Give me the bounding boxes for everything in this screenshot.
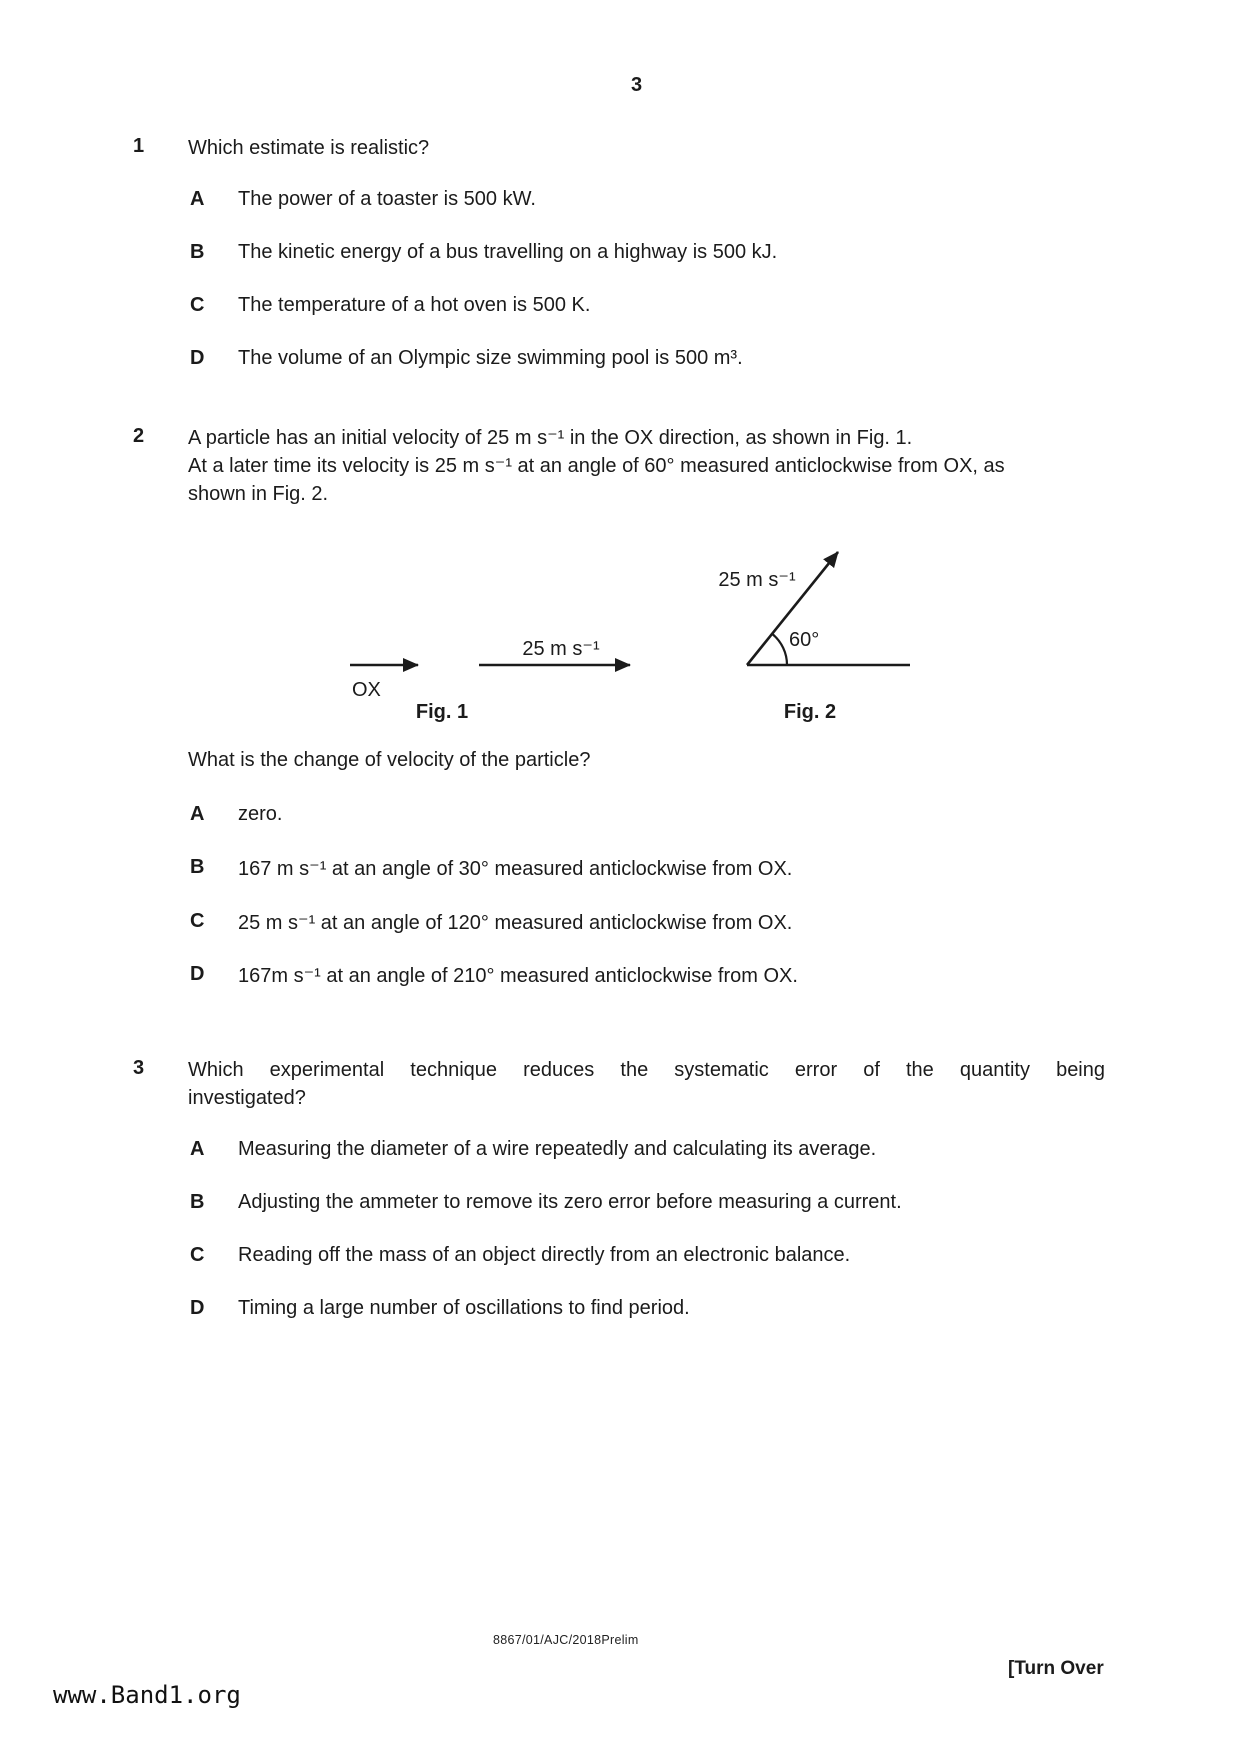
- q1-option-d-text: The volume of an Olympic size swimming pool is 500 m³.: [238, 347, 743, 369]
- q2-option-a-letter: A: [190, 803, 205, 825]
- fig1-velocity-label: 25 m s⁻¹: [522, 638, 600, 660]
- page-number: 3: [631, 74, 643, 96]
- q2-option-a-text: zero.: [238, 803, 283, 825]
- q1-option-a-text: The power of a toaster is 500 kW.: [238, 188, 536, 210]
- q1-option-c-text: The temperature of a hot oven is 500 K.: [238, 294, 591, 316]
- fig1-caption: Fig. 1: [415, 701, 469, 723]
- website-watermark: www.Band1.org: [53, 1681, 241, 1709]
- q1-option-c-letter: C: [190, 294, 205, 316]
- q2-option-c-letter: C: [190, 910, 205, 932]
- q1-option-a-letter: A: [190, 188, 205, 210]
- question-2-sub-question: What is the change of velocity of the particle?: [188, 749, 591, 771]
- question-2-line-1: A particle has an initial velocity of 25 m s⁻¹ in the OX direction, as shown in Fig. 1.: [188, 427, 913, 449]
- paper-code: 8867/01/AJC/2018Prelim: [493, 1633, 639, 1647]
- q3-option-a-text: Measuring the diameter of a wire repeatedly and calculating its average.: [238, 1138, 877, 1160]
- q3-option-b-text: Adjusting the ammeter to remove its zero error before measuring a current.: [238, 1191, 902, 1213]
- q1-option-b-letter: B: [190, 241, 205, 263]
- q2-option-d-text: 167m s⁻¹ at an angle of 210° measured anticlockwise from OX.: [238, 965, 798, 987]
- angle-arc: [772, 634, 787, 665]
- fig2-caption: Fig. 2: [783, 701, 837, 723]
- q3-option-a-letter: A: [190, 1138, 205, 1160]
- turn-over-label: [Turn Over: [1008, 1658, 1104, 1679]
- question-2-line-3: shown in Fig. 2.: [188, 483, 329, 505]
- q3-option-b-letter: B: [190, 1191, 205, 1213]
- q2-option-d-letter: D: [190, 963, 205, 985]
- question-1-text: Which estimate is realistic?: [188, 137, 430, 159]
- question-3-number: 3: [133, 1057, 145, 1079]
- q2-option-b-text: 167 m s⁻¹ at an angle of 30° measured anticlockwise from OX.: [238, 858, 793, 880]
- q3-option-c-text: Reading off the mass of an object directly from an electronic balance.: [238, 1244, 851, 1266]
- question-2-number: 2: [133, 425, 145, 447]
- fig2-velocity-label: 25 m s⁻¹: [718, 569, 796, 591]
- q3-option-d-letter: D: [190, 1297, 205, 1319]
- q1-option-b-text: The kinetic energy of a bus travelling on a highway is 500 kJ.: [238, 241, 778, 263]
- angle-label: 60°: [789, 629, 820, 651]
- q2-option-c-text: 25 m s⁻¹ at an angle of 120° measured anticlockwise from OX.: [238, 912, 793, 934]
- question-1-number: 1: [133, 135, 145, 157]
- q3-option-c-letter: C: [190, 1244, 205, 1266]
- question-3-line-1: Which experimental technique reduces the systematic error of the quantity being: [188, 1059, 1105, 1081]
- velocity-figure: [300, 520, 960, 735]
- q2-option-b-letter: B: [190, 856, 205, 878]
- question-2-line-2: At a later time its velocity is 25 m s⁻¹ at an angle of 60° measured anticlockwise from OX, as: [188, 455, 1005, 477]
- q1-option-d-letter: D: [190, 347, 205, 369]
- ox-label: OX: [352, 679, 381, 701]
- q3-option-d-text: Timing a large number of oscillations to find period.: [238, 1297, 690, 1319]
- question-3-line-2: investigated?: [188, 1087, 306, 1109]
